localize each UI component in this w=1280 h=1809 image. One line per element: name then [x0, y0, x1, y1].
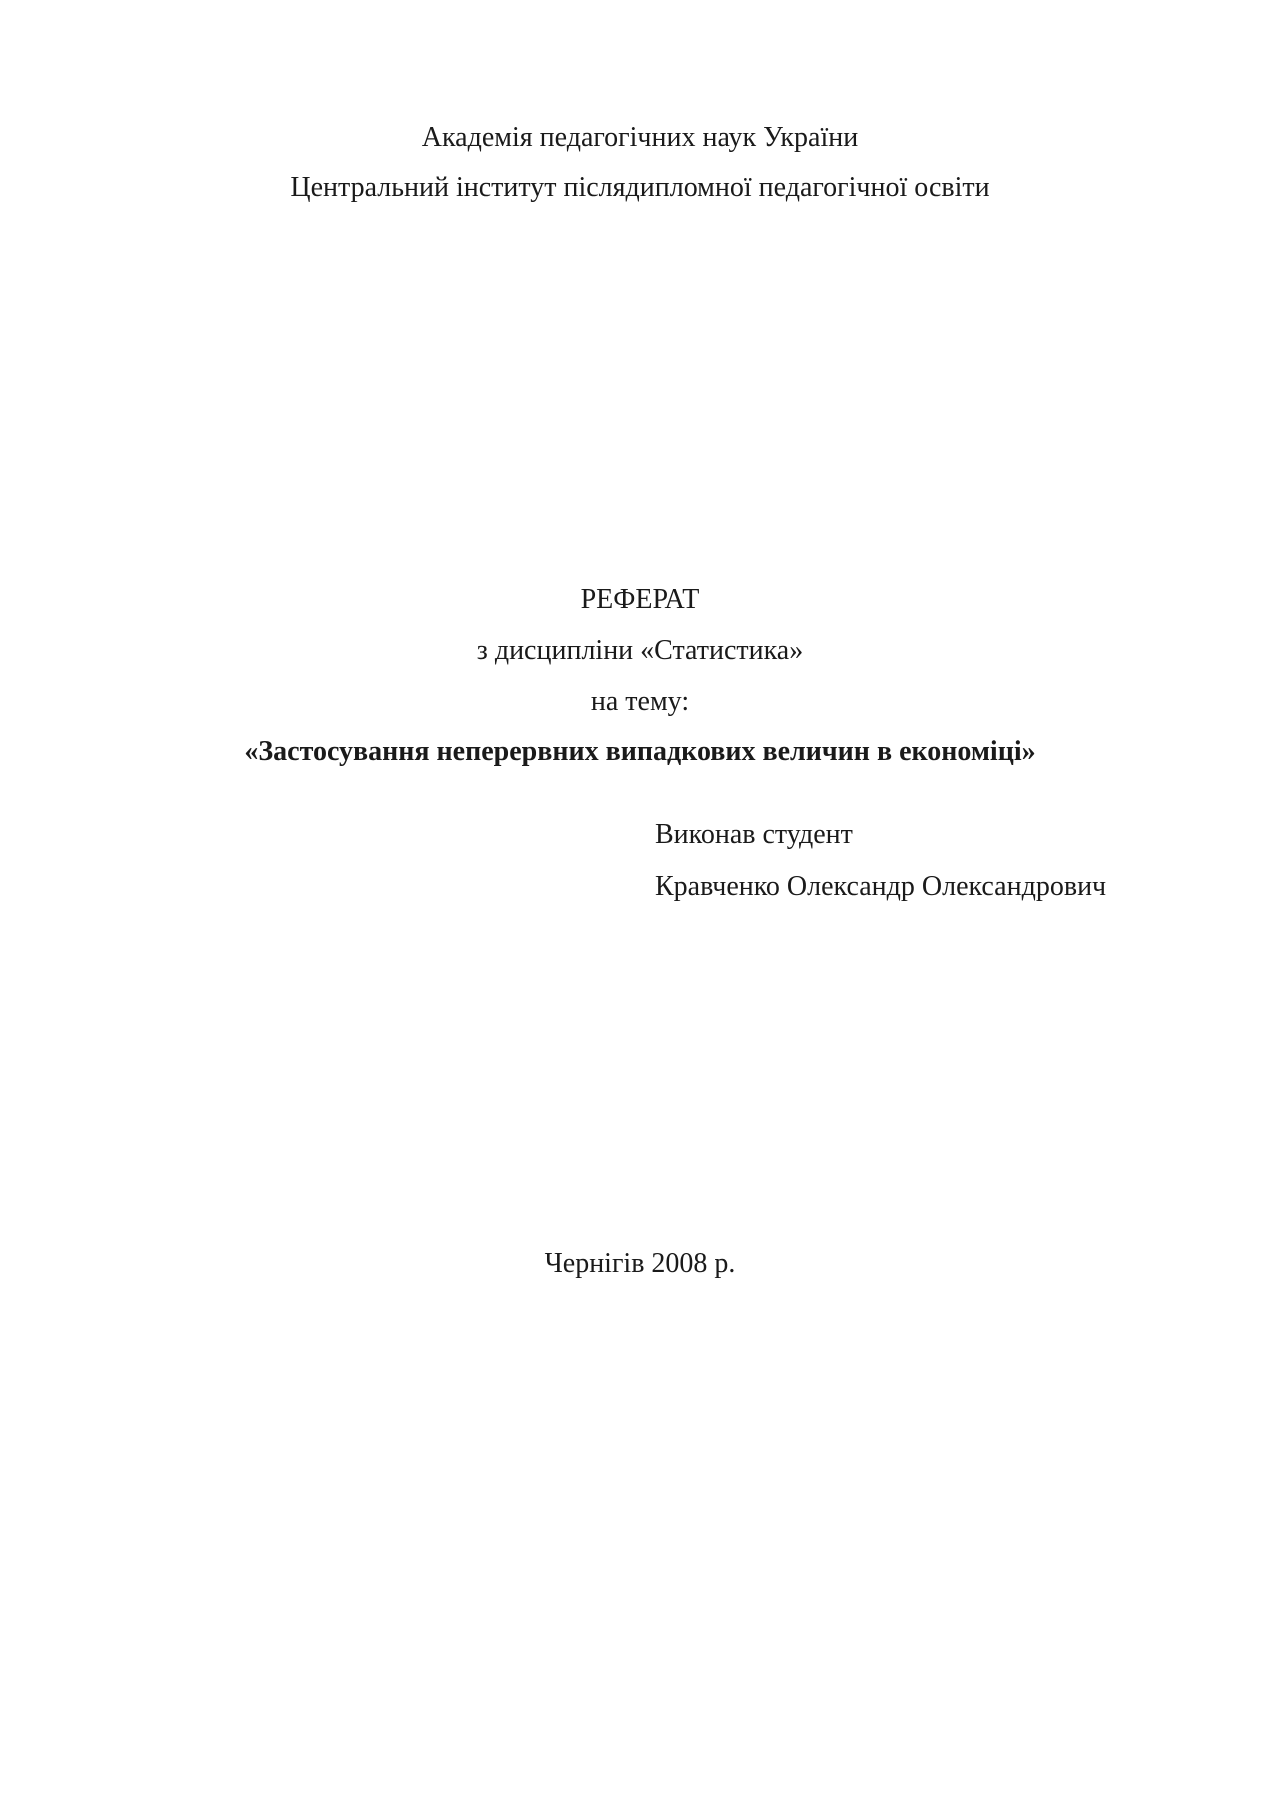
academy-name: Академія педагогічних наук України [421, 122, 859, 153]
place-year: Чернігів 2008 р. [544, 1248, 736, 1279]
discipline-line: з дисципліни «Статистика» [476, 635, 804, 666]
student-name: Кравченко Олександр Олександрович [655, 871, 1107, 902]
topic-title: «Застосування неперервних випадкових величин в економіці» [244, 736, 1036, 767]
document-type: РЕФЕРАТ [580, 584, 700, 615]
institute-name: Центральний інститут післядипломної педагогічної освіти [290, 172, 990, 203]
on-topic-line: на тему: [590, 686, 690, 717]
performed-by-label: Виконав студент [655, 819, 853, 850]
